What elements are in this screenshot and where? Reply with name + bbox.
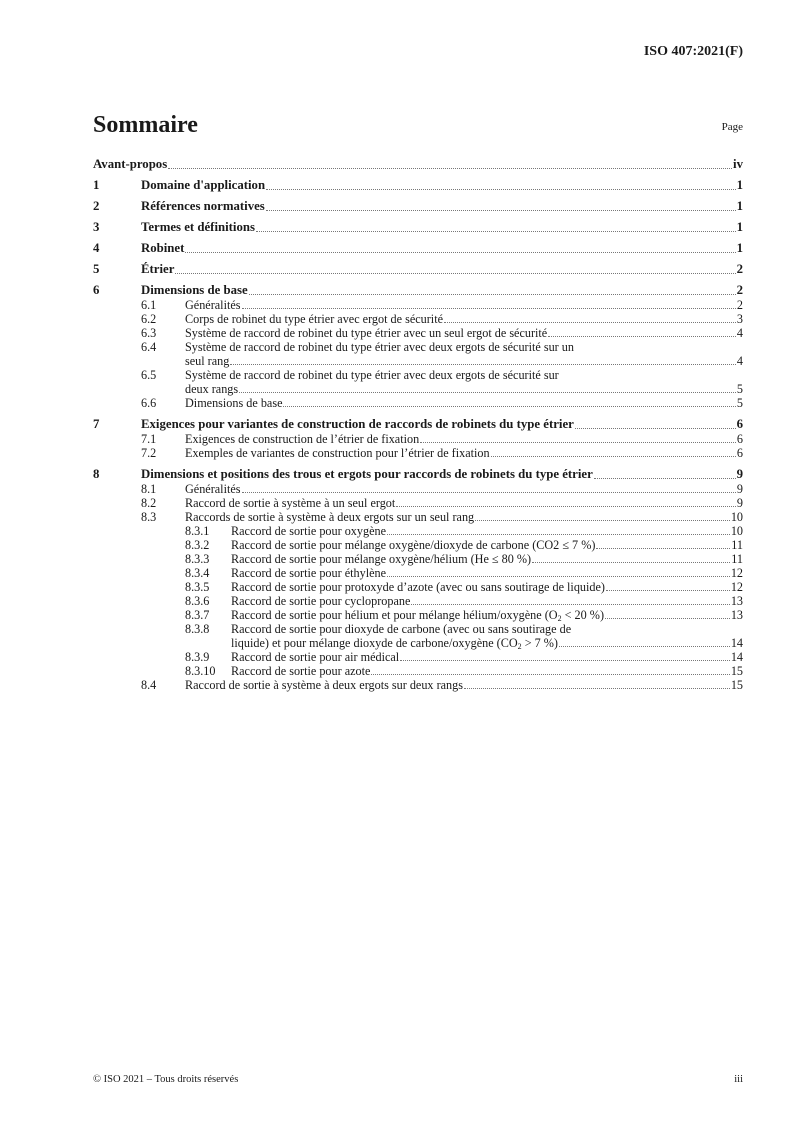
toc-entry-number: 8.3.8 [185, 622, 210, 636]
toc-entry-6-4[interactable] [93, 340, 743, 368]
toc-entry-number: 7.1 [141, 432, 157, 446]
dot-leader [575, 428, 736, 429]
title-text: liquide) et pour mélange dioxyde de carbone/oxygène (CO [231, 636, 518, 650]
dot-leader [387, 576, 730, 577]
toc-entry-number: 4 [93, 241, 100, 255]
toc-entry-page: 13 [730, 608, 743, 622]
toc-entry-number: 8.3.10 [185, 664, 216, 678]
toc-entry-number: 8.3.3 [185, 552, 210, 566]
dot-leader [175, 273, 735, 274]
toc-entry-title [231, 608, 604, 622]
toc-entry-8-3-1[interactable] [93, 524, 743, 538]
toc-entry-8-3-8[interactable] [93, 622, 743, 650]
document-id: ISO 407:2021(F) [643, 44, 743, 59]
toc-entry-page: 14 [730, 636, 743, 650]
toc-entry-title: Raccord de sortie pour oxygène [231, 524, 386, 538]
toc-entry-number: 8 [93, 467, 100, 481]
toc-entry-number: 8.3.6 [185, 594, 210, 608]
toc-entry-title: Robinet [141, 241, 185, 255]
toc-entry-8-1[interactable] [93, 482, 743, 496]
dot-leader [185, 252, 735, 253]
toc-entry-7[interactable] [93, 416, 743, 432]
toc-entry-page: 6 [736, 417, 743, 431]
toc-entry-number: 6.6 [141, 396, 157, 410]
toc-entry-8-3-2[interactable] [93, 538, 743, 552]
title-text: < 20 %) [561, 608, 605, 622]
toc-entry-number: 8.3.1 [185, 524, 210, 538]
toc-entry-page: 6 [736, 446, 743, 460]
toc-entry-title: Corps de robinet du type étrier avec ergot de sécurité [185, 312, 443, 326]
dot-leader [491, 456, 736, 457]
toc-entry-number: 8.4 [141, 678, 157, 692]
toc-entry-number: 2 [93, 199, 100, 213]
toc-entry-page: 9 [736, 482, 743, 496]
toc-entry-6-6[interactable] [93, 396, 743, 410]
dot-leader [475, 520, 730, 521]
toc-entry-number: 6.2 [141, 312, 157, 326]
subscript: 2 [517, 642, 522, 651]
toc-entry-8-3-10[interactable] [93, 664, 743, 678]
toc-entry-number: 8.3.9 [185, 650, 210, 664]
toc-entry-title: Raccord de sortie à système à deux ergots sur deux rangs [185, 678, 463, 692]
dot-leader [387, 534, 730, 535]
toc-entry-8-3-5[interactable] [93, 580, 743, 594]
toc-entry-title: Exigences de construction de l’étrier de fixation [185, 432, 420, 446]
toc-entry-title: Termes et définitions [141, 220, 255, 234]
page-number: iii [734, 1074, 743, 1085]
dot-leader [596, 548, 730, 549]
toc-entry-4[interactable] [93, 240, 743, 256]
dot-leader [266, 210, 736, 211]
dot-leader [242, 308, 736, 309]
toc-entry-number: 6.5 [141, 368, 157, 382]
toc-entry-title: Raccord de sortie à système à un seul ergot [185, 496, 396, 510]
toc-entry-title: Étrier [141, 262, 175, 276]
dot-leader [411, 604, 729, 605]
toc-entry-1[interactable] [93, 177, 743, 193]
toc-entry-title: Raccord de sortie pour mélange oxygène/dioxyde de carbone (CO2 ≤ 7 %) [231, 538, 596, 552]
toc-entry-8-2[interactable] [93, 496, 743, 510]
toc-entry-page: 3 [736, 312, 743, 326]
dot-leader [242, 492, 736, 493]
toc-entry-5[interactable] [93, 261, 743, 277]
toc-entry-title: Références normatives [141, 199, 265, 213]
toc-entry-6-3[interactable] [93, 326, 743, 340]
toc-entry-title: Raccord de sortie pour air médical [231, 650, 400, 664]
toc-entry-page: 15 [730, 678, 743, 692]
dot-leader [266, 189, 736, 190]
toc-entry-title-line1: Système de raccord de robinet du type étrier avec deux ergots de sécurité sur [185, 368, 559, 382]
toc-entry-6[interactable] [93, 282, 743, 298]
toc-entry-page: 9 [736, 467, 743, 481]
toc-entry-title: Exemples de variantes de construction pour l’étrier de fixation [185, 446, 490, 460]
toc-entry-number: 6 [93, 283, 100, 297]
toc-entry-title: Dimensions de base [185, 396, 283, 410]
toc-entry-page: 2 [736, 298, 743, 312]
toc-entry-number: 8.3.2 [185, 538, 210, 552]
toc-entry-number: 1 [93, 178, 100, 192]
dot-leader [239, 392, 736, 393]
toc-entry-8-3-9[interactable] [93, 650, 743, 664]
dot-leader [371, 674, 729, 675]
toc-entry-title: Raccord de sortie pour protoxyde d’azote (avec ou sans soutirage de liquide) [231, 580, 605, 594]
toc-entry-page: 12 [730, 566, 743, 580]
toc-entry-page: 9 [736, 496, 743, 510]
toc-entry-8-3-4[interactable] [93, 566, 743, 580]
toc-entry-title: Dimensions et positions des trous et ergots pour raccords de robinets du type étrier [141, 467, 593, 481]
dot-leader [532, 562, 730, 563]
dot-leader [559, 646, 730, 647]
toc-entry-page: 14 [730, 650, 743, 664]
page-title: Sommaire [93, 112, 198, 138]
dot-leader [256, 231, 736, 232]
toc-entry-title: Généralités [185, 298, 241, 312]
dot-leader [168, 168, 732, 169]
toc-entry-page: 10 [730, 524, 743, 538]
toc-entry-6-1[interactable] [93, 298, 743, 312]
toc-entry-number: 7 [93, 417, 100, 431]
toc-entry-number: 6.4 [141, 340, 157, 354]
toc-entry-title: Avant-propos [93, 157, 168, 171]
toc-entry-number: 3 [93, 220, 100, 234]
dot-leader [283, 406, 735, 407]
toc-entry-title: Domaine d'application [141, 178, 266, 192]
toc-entry-page: iv [733, 157, 743, 171]
toc-entry-7-2[interactable] [93, 446, 743, 460]
toc-entry-title: Raccord de sortie pour azote [231, 664, 371, 678]
page-column-label: Page [721, 121, 743, 133]
toc-entry-page: 1 [736, 199, 743, 213]
toc-entry-page: 6 [736, 432, 743, 446]
dot-leader [606, 590, 730, 591]
toc-entry-page: 15 [730, 664, 743, 678]
toc-entry-page: 1 [736, 220, 743, 234]
toc-entry-number: 6.3 [141, 326, 157, 340]
toc-entry-6-5[interactable] [93, 368, 743, 396]
toc-entry-title-line2: seul rang [185, 354, 230, 368]
toc-entry-page: 4 [736, 326, 743, 340]
toc-entry-7-1[interactable] [93, 432, 743, 446]
table-of-contents [93, 156, 743, 692]
toc-entry-8-4[interactable] [93, 678, 743, 692]
toc-entry-page: 5 [736, 396, 743, 410]
toc-entry-title: Raccord de sortie pour cyclopropane [231, 594, 411, 608]
toc-entry-title-line1: Raccord de sortie pour dioxyde de carbone (avec ou sans soutirage de [231, 622, 572, 636]
dot-leader [548, 336, 736, 337]
toc-entry-page: 2 [736, 283, 743, 297]
toc-entry-3[interactable] [93, 219, 743, 235]
toc-entry-page: 11 [731, 552, 743, 566]
toc-entry-8-3-3[interactable] [93, 552, 743, 566]
toc-entry-title-line2: deux rangs [185, 382, 239, 396]
toc-entry-number: 5 [93, 262, 100, 276]
dot-leader [605, 618, 730, 619]
toc-entry-number: 8.3.5 [185, 580, 210, 594]
toc-entry-title-line2 [231, 636, 558, 650]
toc-entry-title: Dimensions de base [141, 283, 248, 297]
dot-leader [594, 478, 736, 479]
toc-entry-number: 8.3.7 [185, 608, 210, 622]
toc-entry-title: Généralités [185, 482, 241, 496]
dot-leader [420, 442, 736, 443]
title-text: Raccord de sortie pour hélium et pour mélange hélium/oxygène (O [231, 608, 558, 622]
toc-entry-number: 8.2 [141, 496, 157, 510]
subscript: 2 [557, 614, 562, 623]
toc-entry-title: Raccord de sortie pour éthylène [231, 566, 386, 580]
dot-leader [464, 688, 730, 689]
toc-entry-title-line1: Système de raccord de robinet du type étrier avec deux ergots de sécurité sur un [185, 340, 574, 354]
toc-entry-number: 7.2 [141, 446, 157, 460]
title-text: > 7 %) [521, 636, 558, 650]
toc-entry-title: Système de raccord de robinet du type étrier avec un seul ergot de sécurité [185, 326, 548, 340]
toc-entry-number: 8.3.4 [185, 566, 210, 580]
dot-leader [396, 506, 736, 507]
toc-entry-number: 8.1 [141, 482, 157, 496]
toc-entry-page: 5 [736, 382, 743, 396]
toc-entry-8-3-7[interactable] [93, 608, 743, 622]
toc-entry-page: 11 [731, 538, 743, 552]
toc-entry-page: 2 [736, 262, 743, 276]
toc-entry-page: 4 [736, 354, 743, 368]
toc-entry-number: 8.3 [141, 510, 157, 524]
toc-entry-page: 10 [730, 510, 743, 524]
toc-entry-page: 1 [736, 178, 743, 192]
toc-entry-title: Raccord de sortie pour mélange oxygène/hélium (He ≤ 80 %) [231, 552, 532, 566]
dot-leader [444, 322, 736, 323]
toc-entry-8-3[interactable] [93, 510, 743, 524]
dot-leader [400, 660, 730, 661]
toc-entry-2[interactable] [93, 198, 743, 214]
toc-entry-avant-propos[interactable] [93, 156, 743, 172]
copyright-notice: © ISO 2021 – Tous droits réservés [93, 1074, 239, 1085]
toc-entry-number: 6.1 [141, 298, 157, 312]
dot-leader [249, 294, 736, 295]
toc-entry-8[interactable] [93, 466, 743, 482]
toc-entry-page: 12 [730, 580, 743, 594]
toc-entry-8-3-6[interactable] [93, 594, 743, 608]
toc-entry-title: Exigences pour variantes de construction de raccords de robinets du type étrier [141, 417, 574, 431]
toc-entry-page: 13 [730, 594, 743, 608]
toc-entry-6-2[interactable] [93, 312, 743, 326]
dot-leader [230, 364, 736, 365]
toc-entry-title: Raccords de sortie à système à deux ergots sur un seul rang [185, 510, 475, 524]
toc-entry-page: 1 [736, 241, 743, 255]
